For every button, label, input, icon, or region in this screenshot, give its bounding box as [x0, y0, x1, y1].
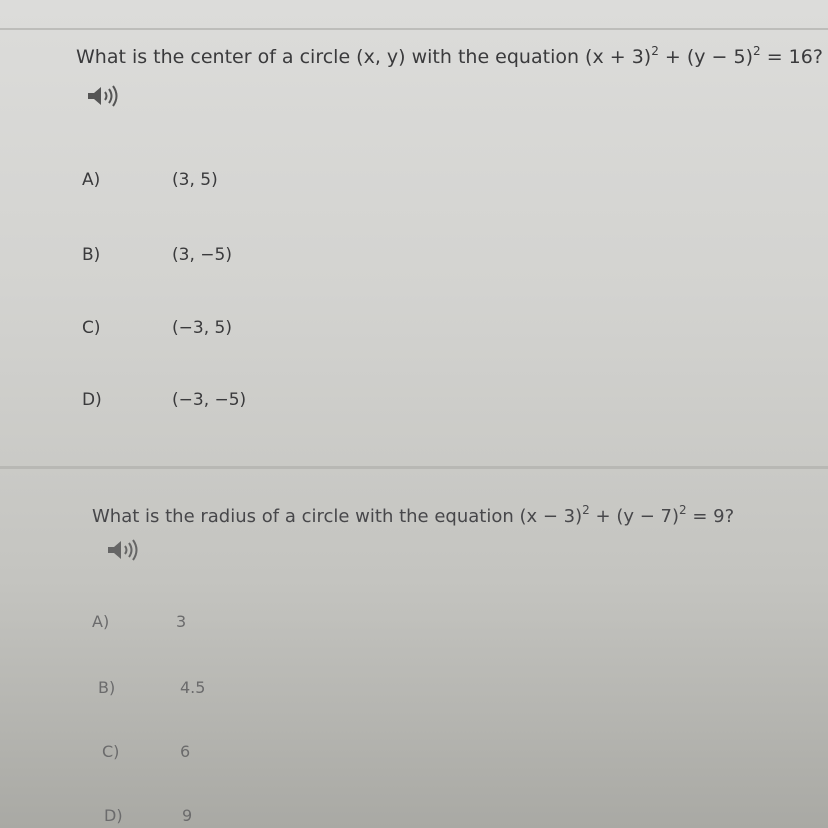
- choice-value: (3, 5): [172, 170, 218, 190]
- question-1-prompt: [76, 46, 823, 68]
- choice-letter: B): [82, 245, 101, 265]
- choice-letter: D): [104, 806, 123, 825]
- question-1-prompt-tail: = 16?: [760, 46, 823, 68]
- choice-letter: A): [82, 170, 101, 190]
- question-2-prompt: [92, 503, 735, 527]
- question-2-prompt-text: What is the radius of a circle with the equation (x − 3): [92, 506, 583, 527]
- question-2: [92, 503, 735, 825]
- choice-value: 6: [180, 742, 191, 761]
- question-1-exponent-2: 2: [753, 44, 761, 58]
- question-2-prompt-middle: + (y − 7): [589, 506, 679, 527]
- choice-value: (3, −5): [172, 245, 232, 265]
- choice-value: 9: [182, 806, 193, 825]
- speaker-icon[interactable]: [86, 84, 120, 108]
- choice-letter: B): [98, 678, 116, 697]
- choice-letter: C): [102, 742, 120, 761]
- choice-value: (−3, −5): [172, 390, 247, 410]
- question-2-exponent-1: 2: [582, 503, 590, 517]
- question-2-exponent-2: 2: [679, 503, 687, 517]
- section-divider: [0, 466, 828, 469]
- question-1-prompt-text: What is the center of a circle (x, y) with the equation (x + 3): [76, 46, 652, 68]
- choice-letter: D): [82, 390, 102, 410]
- top-divider: [0, 28, 828, 30]
- choice-value: (−3, 5): [172, 318, 232, 338]
- question-1-prompt-middle: + (y − 5): [658, 46, 754, 68]
- choice-value: 4.5: [180, 678, 206, 697]
- choice-letter: A): [92, 612, 110, 631]
- speaker-icon[interactable]: [106, 538, 140, 562]
- choice-letter: C): [82, 318, 101, 338]
- choice-value: 3: [176, 612, 187, 631]
- question-1: [76, 44, 823, 410]
- question-1-exponent-1: 2: [651, 44, 659, 58]
- question-2-prompt-tail: = 9?: [686, 506, 735, 527]
